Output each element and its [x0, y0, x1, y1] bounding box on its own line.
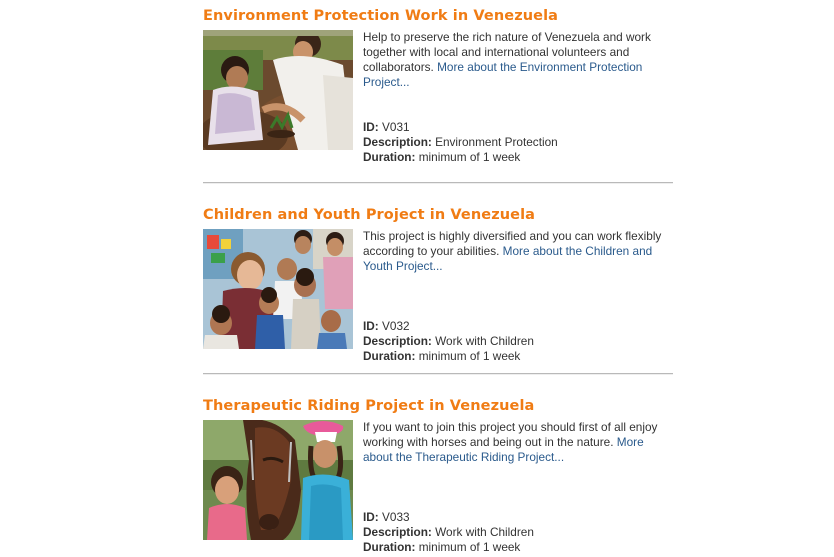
project-photo-environment[interactable]: [203, 30, 353, 150]
project-meta: [363, 510, 673, 555]
project-meta: [363, 120, 673, 165]
project-item-children: [203, 206, 673, 365]
project-item-environment: [203, 7, 673, 166]
id-label: ID:: [363, 319, 379, 333]
project-photo-riding[interactable]: [203, 420, 353, 540]
children-group-image: [203, 229, 353, 349]
duration-value: minimum of 1 week: [418, 150, 521, 164]
volunteers-planting-image: [203, 30, 353, 150]
id-row: [363, 510, 673, 525]
duration-value: minimum of 1 week: [418, 540, 521, 554]
project-title[interactable]: Therapeutic Riding Project in Venezuela: [203, 398, 535, 414]
project-summary: [363, 420, 673, 465]
project-summary: [363, 229, 673, 274]
duration-value: minimum of 1 week: [418, 349, 521, 363]
section-divider: [203, 373, 673, 375]
girls-with-horse-image: [203, 420, 353, 540]
duration-row: [363, 150, 673, 165]
more-about-environment-link[interactable]: More about the Environment Protection Project...: [363, 60, 643, 89]
id-row: [363, 319, 673, 334]
description-value: Environment Protection: [435, 135, 558, 149]
id-value: V033: [382, 510, 410, 524]
id-value: V032: [382, 319, 410, 333]
id-value: V031: [382, 120, 410, 134]
summary-text: This project is highly diversified and you can work flexibly according to your abilities.: [363, 229, 662, 258]
section-divider: [203, 182, 673, 184]
id-label: ID:: [363, 510, 379, 524]
project-meta: [363, 319, 673, 364]
project-title[interactable]: Children and Youth Project in Venezuela: [203, 207, 536, 223]
duration-row: [363, 349, 673, 364]
project-item-riding: [203, 397, 673, 556]
duration-label: Duration:: [363, 150, 416, 164]
description-row: [363, 135, 673, 150]
description-label: Description:: [363, 525, 432, 539]
duration-label: Duration:: [363, 349, 416, 363]
id-row: [363, 120, 673, 135]
id-label: ID:: [363, 120, 379, 134]
project-summary: [363, 30, 673, 90]
project-body: [203, 420, 673, 556]
project-body: [203, 229, 673, 365]
duration-row: [363, 540, 673, 555]
duration-label: Duration:: [363, 540, 416, 554]
project-title[interactable]: Environment Protection Work in Venezuela: [203, 8, 559, 24]
summary-text: If you want to join this project you should first of all enjoy working with horses and being out in the nature.: [363, 420, 658, 449]
project-body: [203, 30, 673, 166]
more-about-riding-link[interactable]: More about the Therapeutic Riding Project...: [363, 435, 644, 464]
description-value: Work with Children: [435, 334, 534, 348]
description-value: Work with Children: [435, 525, 534, 539]
description-row: [363, 525, 673, 540]
description-label: Description:: [363, 135, 432, 149]
description-label: Description:: [363, 334, 432, 348]
description-row: [363, 334, 673, 349]
project-photo-children[interactable]: [203, 229, 353, 349]
summary-text: Help to preserve the rich nature of Venezuela and work together with local and international volunteers and collaborators.: [363, 30, 651, 74]
more-about-children-link[interactable]: More about the Children and Youth Project...: [363, 244, 653, 273]
